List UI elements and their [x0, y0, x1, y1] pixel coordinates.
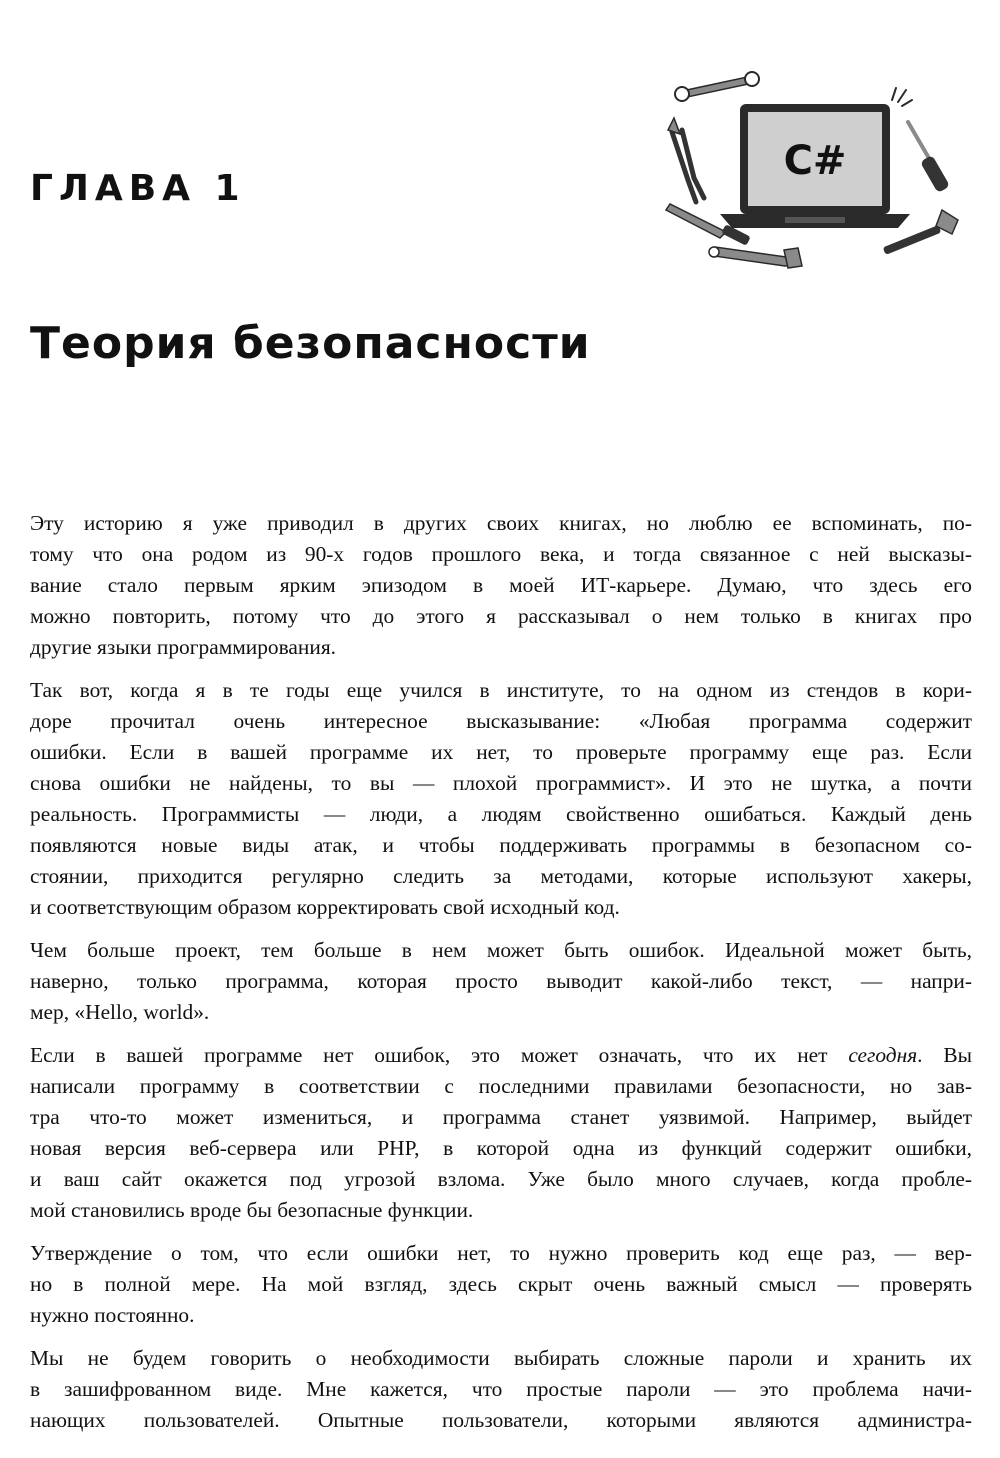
- text-line: реальность. Программисты — люди, а людям свойственно ошибаться. Каждый день: [30, 802, 972, 826]
- text-line: снова ошибки не найдены, то вы — плохой программист». И это не шутка, а почти: [30, 771, 972, 795]
- chapter-label: ГЛАВА 1: [30, 168, 246, 209]
- text-line: доре прочитал очень интересное высказывание: «Любая программа содержит: [30, 709, 972, 733]
- text-line: Так вот, когда я в те годы еще учился в институте, то на одном из стендов в кори-: [30, 678, 972, 702]
- adjustable-wrench-icon: [709, 246, 802, 268]
- text-line: нужно постоянно.: [30, 1303, 195, 1327]
- paragraph: [30, 1040, 972, 1226]
- text-line: можно повторить, потому что до этого я рассказывал о нем только в книгах про: [30, 604, 972, 628]
- text-line: тому что она родом из 90-х годов прошлого века, и тогда связанное с ней высказы-: [30, 542, 972, 566]
- text-line: Чем больше проект, тем больше в нем может быть ошибок. Идеальной может быть,: [30, 938, 972, 962]
- paragraph: [30, 508, 972, 663]
- pliers-icon: [668, 118, 704, 202]
- text-line: наверно, только программа, которая просто выводит какой-либо текст, — напри-: [30, 969, 972, 993]
- screwdriver-icon: [908, 122, 950, 193]
- wrench-icon: [675, 72, 759, 101]
- text-segment: Если в вашей программе нет ошибок, это может означать, что их нет: [30, 1043, 849, 1067]
- sparkle-icon: [892, 88, 912, 106]
- body-text: [30, 508, 972, 1448]
- text-line: [30, 1040, 972, 1071]
- text-line: тра что-то может измениться, и программа станет уязвимой. Например, выйдет: [30, 1105, 972, 1129]
- text-line: и ваш сайт окажется под угрозой взлома. Уже было много случаев, когда пробле-: [30, 1167, 972, 1191]
- text-line: ошибки. Если в вашей программе их нет, то проверьте программу еще раз. Если: [30, 740, 972, 764]
- emphasis-word: сегодня: [848, 1043, 918, 1067]
- text-line: но в полной мере. На мой взгляд, здесь скрыт очень важный смысл — проверять: [30, 1272, 972, 1296]
- text-line: нающих пользователей. Опытные пользователи, которыми являются администра-: [30, 1408, 972, 1432]
- text-line: Мы не будем говорить о необходимости выбирать сложные пароли и хранить их: [30, 1346, 972, 1370]
- paragraph: [30, 675, 972, 923]
- text-line: мой становились вроде бы безопасные функции.: [30, 1198, 474, 1222]
- text-line: появляются новые виды атак, и чтобы поддерживать программы в безопасном со-: [30, 833, 972, 857]
- paragraph: [30, 1343, 972, 1436]
- text-line: новая версия веб-сервера или PHP, в которой одна из функций содержит ошибки,: [30, 1136, 972, 1160]
- text-line: мер, «Hello, world».: [30, 1000, 210, 1024]
- paragraph: [30, 935, 972, 1028]
- text-line: Эту историю я уже приводил в других своих книгах, но люблю ее вспоминать, по-: [30, 511, 972, 535]
- text-line: вание стало первым ярким эпизодом в моей ИТ-карьере. Думаю, что здесь его: [30, 573, 972, 597]
- text-line: написали программу в соответствии с последними правилами безопасности, но зав-: [30, 1074, 972, 1098]
- screen-text: C#: [783, 138, 847, 184]
- text-segment: . Вы: [917, 1043, 972, 1067]
- laptop-icon: [720, 104, 910, 228]
- text-line: и соответствующим образом корректировать свой исходный код.: [30, 895, 620, 919]
- text-line: стоянии, приходится регулярно следить за методами, которые используют хакеры,: [30, 864, 972, 888]
- text-line: в зашифрованном виде. Мне кажется, что простые пароли — это проблема начи-: [30, 1377, 972, 1401]
- text-line: Утверждение о том, что если ошибки нет, то нужно проверить код еще раз, — вер-: [30, 1241, 972, 1265]
- chapter-title: Теория безопасности: [30, 318, 591, 369]
- text-line: другие языки программирования.: [30, 635, 337, 659]
- laptop-with-tools-illustration: [660, 70, 970, 285]
- paragraph: [30, 1238, 972, 1331]
